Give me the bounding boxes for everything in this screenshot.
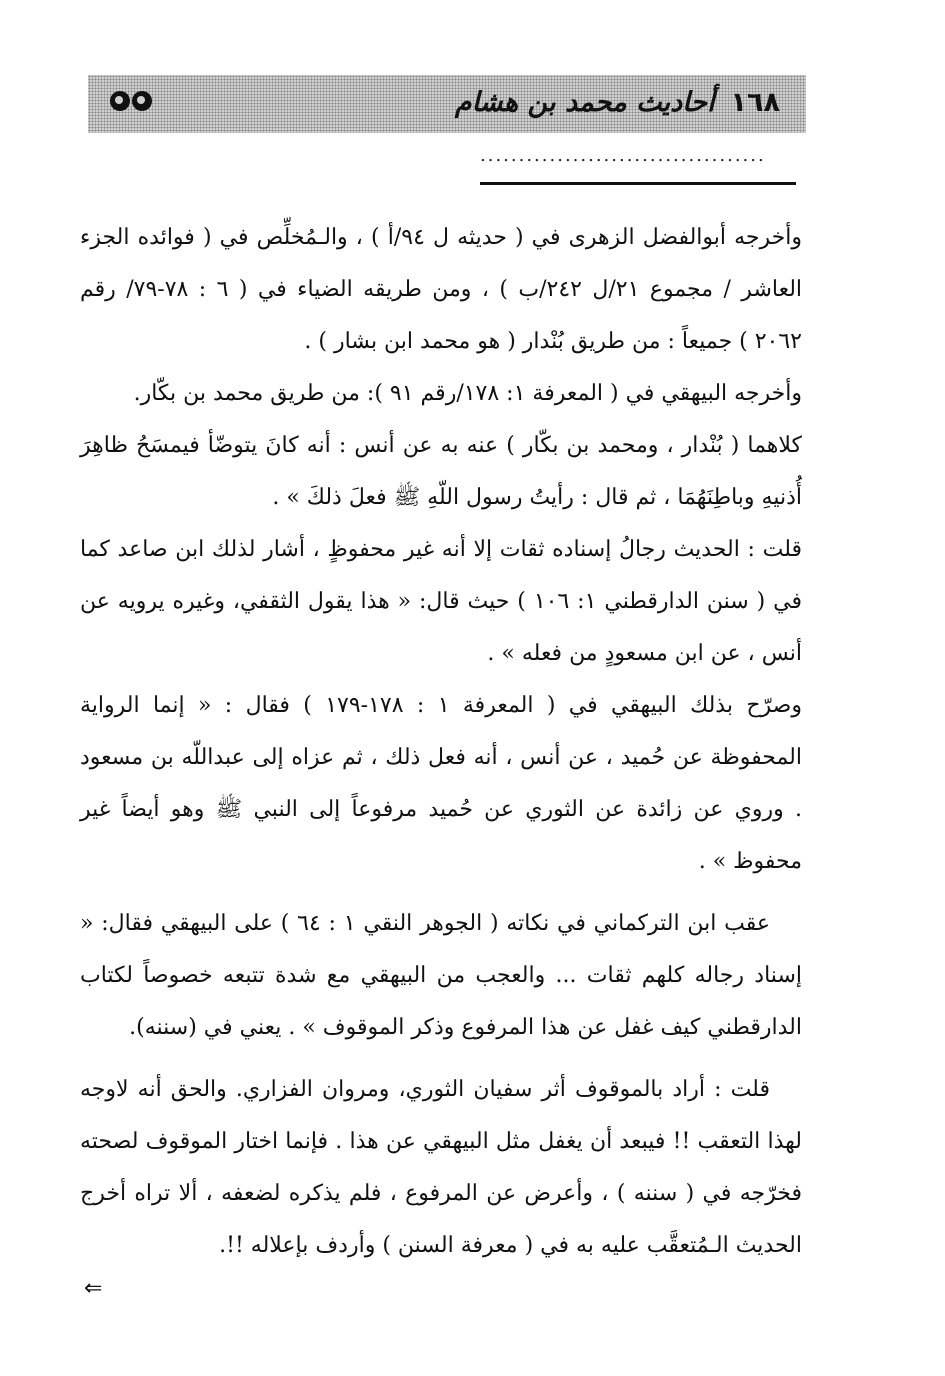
paragraph-3: كلاهما ( بُنْدار ، ومحمد بن بكّار ) عنه به عن أنس : أنه كانَ يتوضّأ فيمسَحُ ظاهِرَ أُذنيهِ وباطِنَهُمَا ، ثم قال : رأيتُ رسول اللّهِ ﷺ فعلَ ذلكَ » . <box>80 433 802 510</box>
next-page-arrow-icon: ⇐ <box>84 1276 103 1301</box>
paragraph-4: قلت : الحديث رجالُ إسناده ثقات إلا أنه غير محفوظٍ ، أشار لذلك ابن صاعد كما في ( سنن الدارقطني ١: ١٠٦ ) حيث قال: « هذا يقول الثقفي، وغيره يرويه عن أنس ، عن ابن مسعودٍ من فعله » . <box>80 537 803 666</box>
header-title-group <box>455 85 780 121</box>
paragraph-6: عقب ابن التركماني في نكاته ( الجوهر النقي ١ : ٦٤ ) على البيهقي فقال: « إسناد رجاله كلهم ثقات ... والعجب من البيهقي مع شدة تتبعه خصوصاً لكتاب الدارقطني كيف غفل عن هذا المرفوع وذكر الموقوف » . يعني في (سننه). <box>80 911 802 1040</box>
paragraph-2: وأخرجه البيهقي في ( المعرفة ١: ١٧٨/رقم ٩١ ): من طريق محمد بن بكّار. <box>133 381 802 406</box>
paragraph-7: قلت : أراد بالموقوف أثر سفيان الثوري، ومروان الفزاري. والحق أنه لاوجه لهذا التعقب !! فيبعد أن يغفل مثل البيهقي عن هذا . فإنما اختار الموقوف لصحته فخرّجه في ( سننه ) ، وأعرض عن المرفوع ، فلم يذكره لضعفه ، ألا تراه أخرج الحديث الـمُتعقَّب عليه به في ( معرفة السنن ) وأردف بإعلاله !!. <box>80 1077 802 1258</box>
header-ornament-icon <box>110 91 152 111</box>
page-body <box>80 212 802 1272</box>
paragraph-5: وصرّح بذلك البيهقي في ( المعرفة ١ : ١٧٨-١٧٩ ) فقال : « إنما الرواية المحفوظة عن حُميد ، عن أنس ، أنه فعل ذلك ، ثم عزاه إلى عبداللّه بن مسعود . وروي عن زائدة عن الثوري عن حُميد مرفوعاً إلى النبي ﷺ وهو أيضاً غير محفوظ » . <box>80 693 802 874</box>
horizontal-rule <box>480 182 796 185</box>
dotted-separator: ..................................... <box>480 146 766 166</box>
book-title: أحاديث محمد بن هشام <box>454 87 715 118</box>
ornament-dot-icon <box>110 91 130 111</box>
page-number: ١٦٨ <box>730 87 780 118</box>
paragraph-1: وأخرجه أبوالفضل الزهرى في ( حديثه ل ٩٤/أ ) ، والـمُخلِّص في ( فوائده الجزء العاشر / مجموع ٢١/ل ٢٤٢/ب ) ، ومن طريقه الضياء في ( ٦ : ٧٨-٧٩/ رقم ٢٠٦٢ ) جميعاً : من طريق بُنْدار ( هو محمد ابن بشار ) . <box>80 225 803 354</box>
ornament-dot-icon <box>132 91 152 111</box>
running-header <box>88 75 806 133</box>
